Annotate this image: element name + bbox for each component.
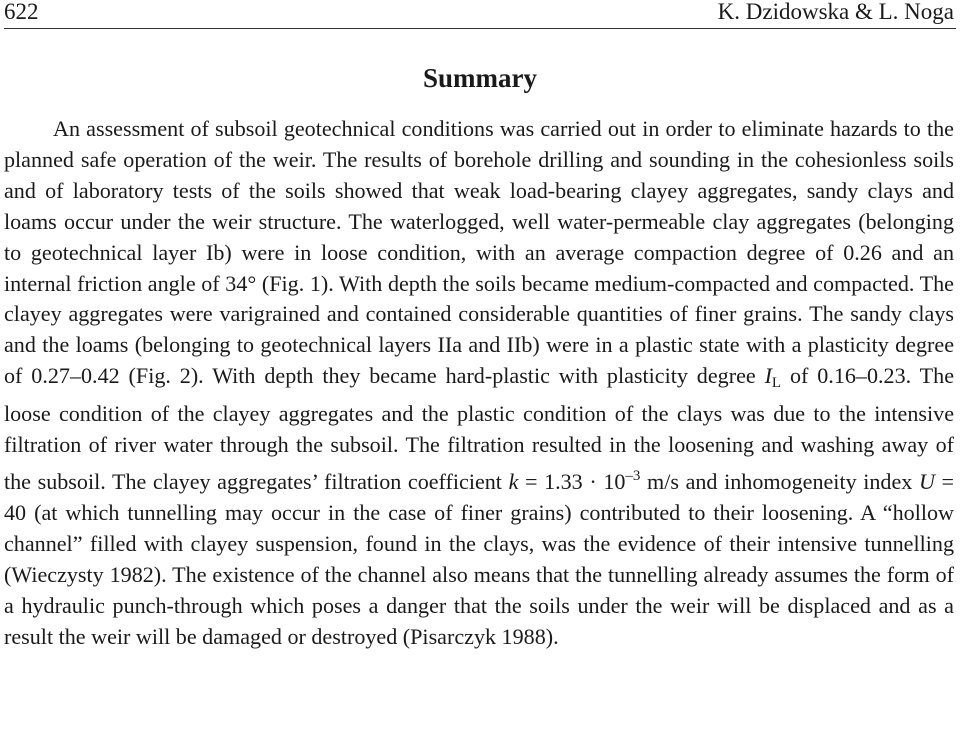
plasticity-subscript: L: [771, 375, 782, 392]
inhomogeneity-symbol: U: [918, 468, 935, 494]
summary-text-part-1: An assessment of subsoil geotechnical conditions was carried out in order to eliminate hazards to the planned safe operation of the weir. The results of borehole drilling and sounding in the cohesionless soils and of laboratory tests of the soils showed that weak load-bearing clayey aggregates, sandy clays and loams occur under the weir structure. The waterlogged, well water-permeable clay aggregates (belonging to geotechnical layer Ib) were in loose condition, with an average compaction degree of 0.26 and an internal friction angle of 34° (Fig. 1). With depth the soils became medium-compacted and compacted. The clayey aggregates were varigrained and contained considerable quantities of finer grains. The sandy clays and the loams (belonging to geotechnical layers IIa and IIb) were in a plastic state with a plasticity degree of 0.27–0.42 (Fig. 2). With depth they became hard-plastic with plasticity degree: [4, 116, 954, 389]
filtration-coefficient-value: = 1.33 · 10: [518, 468, 626, 494]
running-head: K. Dzidowska & L. Noga: [717, 0, 954, 24]
summary-text-part-4: = 40 (at which tunnelling may occur in the case of finer grains) contributed to their loosening. A “hollow channel” filled with clayey suspension, found in the clays, was the evidence of their intensive tunnelling (Wieczysty 1982). The existence of the channel also means that the tunnelling already assumes the form of a hydraulic punch-through which poses a danger that the soils under the weir will be displaced and as a result the weir will be damaged or destroyed (Pisarczyk 1988).: [4, 468, 954, 649]
summary-text-part-2: of 0.16–0.23. The loose condition of the clayey aggregates and the plastic condition of the clays was due to the intensive filtration of river water through the subsoil. The filtration resulted in the loosening and washing away of the subsoil. The clayey aggregates’ filtration coefficient: [4, 363, 954, 494]
page-number: 622: [4, 0, 39, 24]
plasticity-symbol: I: [764, 363, 772, 389]
section-title: Summary: [423, 63, 537, 93]
filtration-coefficient-symbol: k: [508, 468, 519, 494]
summary-paragraph: [4, 114, 954, 652]
page-header: [4, 0, 956, 29]
filtration-coefficient-exponent: –3: [625, 467, 641, 484]
summary-text-part-3: m/s and inhomogeneity index: [640, 468, 919, 494]
